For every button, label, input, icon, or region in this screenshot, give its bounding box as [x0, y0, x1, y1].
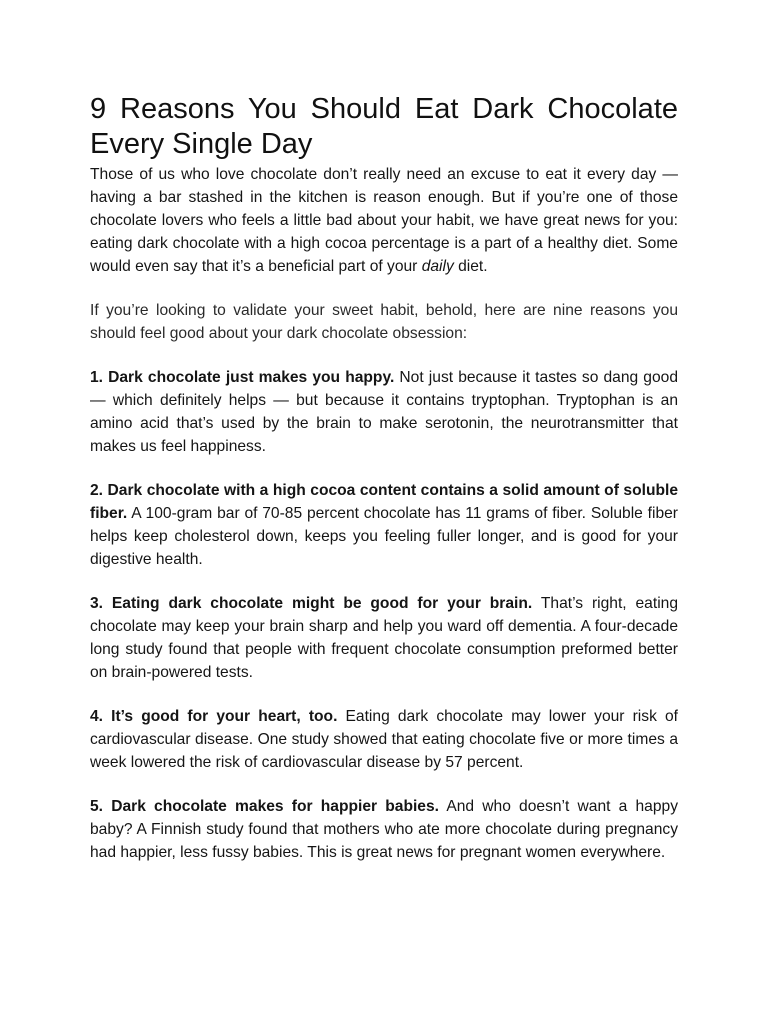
reason-body: Not just because it tastes so dang good — which definitely helps — but because it contains tryptophan. Tryptophan is an amino acid that’s used by the brain to make serotonin, the neurotransmitter that makes us feel happiness. — [90, 369, 678, 455]
reason-1 — [90, 366, 678, 458]
reason-2 — [90, 479, 678, 571]
reason-heading: 5. Dark chocolate makes for happier babies. — [90, 798, 439, 815]
intro-text: Those of us who love chocolate don’t really need an excuse to eat it every day — having a bar stashed in the kitchen is reason enough. But if you’re one of those chocolate lovers who feels a little bad about your habit, we have great news for you: eating dark chocolate with a high cocoa percentage is a part of a healthy diet. Some would even say that it’s a beneficial part of your — [90, 166, 678, 275]
reason-heading: 2. Dark chocolate with a high cocoa content contains a solid amount of soluble fiber. — [90, 482, 678, 522]
reason-3 — [90, 592, 678, 684]
intro-text-end: diet. — [453, 258, 488, 275]
lead-in-paragraph: If you’re looking to validate your sweet habit, behold, here are nine reasons you should feel good about your dark chocolate obsession: — [90, 302, 678, 342]
article-title: 9 Reasons You Should Eat Dark Chocolate Every Single Day — [90, 93, 678, 160]
reason-5 — [90, 795, 678, 864]
reason-body: That’s right, eating chocolate may keep your brain sharp and help you ward off dementia. A four-decade long study found that people with frequent chocolate consumption preformed better on brain-powered tests. — [90, 595, 678, 681]
reason-heading: 3. Eating dark chocolate might be good for your brain. — [90, 595, 533, 612]
reason-4 — [90, 705, 678, 774]
intro-italic-word: daily — [421, 258, 454, 275]
reason-body: Eating dark chocolate may lower your risk of cardiovascular disease. One study showed that eating chocolate five or more times a week lowered the risk of cardiovascular disease by 57 percent. — [90, 708, 678, 771]
reason-heading: 1. Dark chocolate just makes you happy. — [90, 369, 395, 386]
intro-paragraph — [90, 163, 678, 278]
reason-heading: 4. It’s good for your heart, too. — [90, 708, 338, 725]
reason-body: A 100-gram bar of 70-85 percent chocolate has 11 grams of fiber. Soluble fiber helps keep cholesterol down, keeps you feeling fuller longer, and is good for your digestive health. — [90, 505, 678, 568]
reason-body: And who doesn’t want a happy baby? A Finnish study found that mothers who ate more chocolate during pregnancy had happier, less fussy babies. This is great news for pregnant women everywhere. — [90, 798, 678, 861]
